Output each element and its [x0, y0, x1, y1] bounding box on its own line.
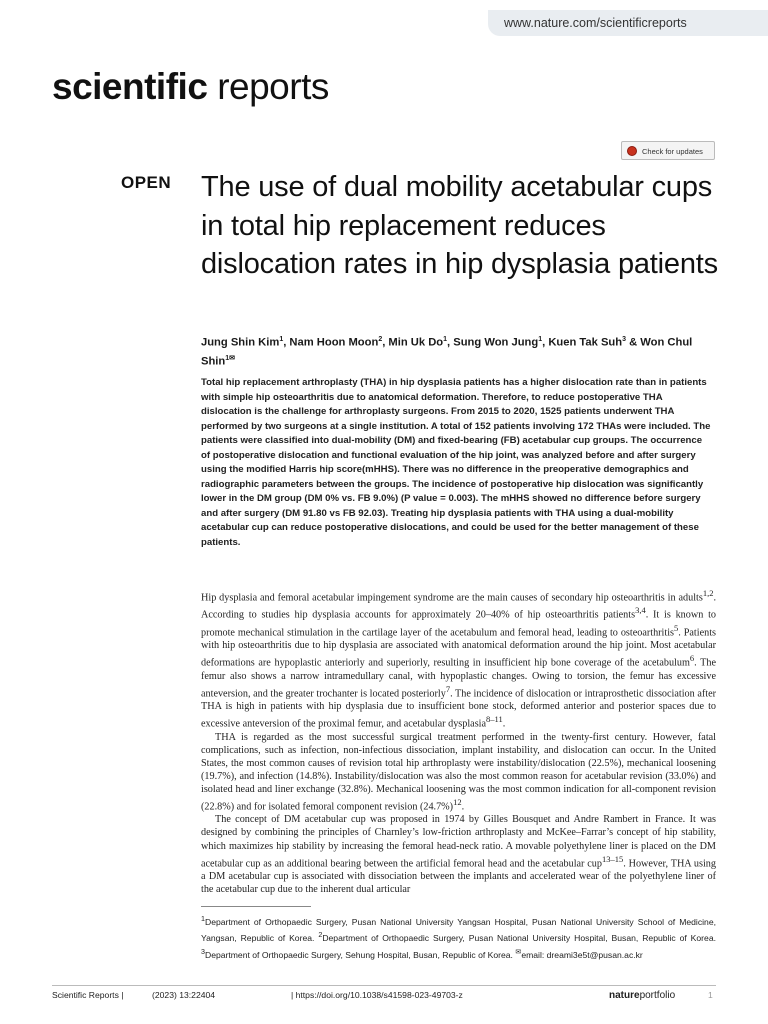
- author-list: Jung Shin Kim$^1$, Nam Hoon Moon$^2$, Min Uk Do$^1$, Sung Won Jung$^1$, Kuen Tak Suh$^3$ & Won Chul Shin$^{1✉}$: [201, 336, 693, 368]
- paragraph: The concept of DM acetabular cup was proposed in 1974 by Gilles Bousquet and Andre Rambert in France. It was designed by combining the principles of Charnley’s low-friction arthroplasty and McKee–Farrar’s concept of hip stability, which maximizes hip stability by increasing the femoral head-neck ratio. A movable polyethylene liner is placed on the DM acetabular cup as an additional bearing between the artificial femoral head and the acetabular cup$^{13-15}$. However, THA using a DM acetabular cup is associated with dissociation between the implants and accelerated wear of the polyethylene liner of the acetabular cup due to the inherent dual articular: [201, 814, 716, 896]
- crossmark-icon: [627, 146, 637, 156]
- publisher-light: portfolio: [639, 990, 676, 1001]
- open-access-label: OPEN: [121, 173, 172, 192]
- publisher-logo: [609, 990, 675, 1001]
- footer-divider: [52, 985, 716, 986]
- article-title: The use of dual mobility acetabular cups in total hip replacement reduces dislocation rates in hip dysplasia patients: [201, 171, 718, 280]
- page-number: 1: [708, 990, 713, 1000]
- paragraph: Hip dysplasia and femoral acetabular impingement syndrome are the main causes of secondary hip osteoarthritis in adults$^{1,2}$. According to studies hip dysplasia accounts for approximately 20–40% of hip osteoarthritis patients$^{3,4}$. It is known to promote mechanical stimulation in the cartilage layer of the acetabulum and femoral head, leading to osteoarthritis$^5$. Patients with hip osteoarthritis due to hip dysplasia are associated with anatomical deformation around the hip joint. Most acetabular deformations are hypoplastic anteriorly and superiorly, resulting in insufficient hip bone coverage of the acetabulum$^6$. The femur also shows a narrow intramedullary canal, with hypoplastic changes. Owing to torsion, the femur has excessive anteversion, and the greater trochanter is located posteriorly$^7$. The incidence of dislocation or intraprosthetic dissociation after THA is high in patients with hip dysplasia due to insufficient bone stock, deformed anterior and posterior spaces due to excessive anteversion of the proximal femur, and acetabular dysplasia$^{8-11}$.: [201, 588, 717, 730]
- abstract: Total hip replacement arthroplasty (THA) in hip dysplasia patients has a higher dislocation rate than in patients with simple hip osteoarthritis due to anatomical deformation. Therefore, to reduce postoperative THA dislocation is the challenge for arthroplasty surgeons. From 2015 to 2020, 1525 patients underwent THA performed by two surgeons at a single institution. A total of 152 patients involving 172 THAs were included. The patients were classified into dual-mobility (DM) and fixed-bearing (FB) acetabular cup groups. The occurrence of postoperative dislocation and functional evaluation of the hip joint, was analyzed before and after surgery using the modified Harris hip score(mHHS). There was no difference in the preoperative demographics and radiographic parameters between the groups. The incidence of postoperative hip dislocation was significantly lower in the DM group (DM 0% vs. FB 9.0%) (P value = 0.003). The mHHS showed no difference before surgery and after surgery (DM 91.80 vs FB 92.03). Treating hip dysplasia patients with THA using a dual-mobility acetabular cup can reduce postoperative dislocations, and could be used for the better management of these patients.: [201, 377, 711, 548]
- journal-url[interactable]: www.nature.com/scientificreports: [488, 10, 768, 36]
- check-for-updates-label: Check for updates: [642, 147, 703, 156]
- check-for-updates-button[interactable]: [621, 141, 715, 160]
- brand-light: reports: [217, 66, 329, 107]
- footer-journal: Scientific Reports |: [52, 990, 124, 1000]
- brand-bold: scientific: [52, 66, 208, 107]
- journal-brand: [52, 66, 329, 108]
- affiliation-divider: [201, 906, 311, 907]
- body-text: [201, 587, 716, 896]
- footer-doi-link[interactable]: | https://doi.org/10.1038/s41598-023-49703-z: [291, 990, 463, 1000]
- publisher-bold: nature: [609, 990, 640, 1001]
- affiliations: $^1$Department of Orthopaedic Surgery, Pusan National University Yangsan Hospital, Pusan National University School of Medicine, Yangsan, Republic of Korea. $^2$Department of Orthopaedic Surgery, Pusan National University Hospital, Busan, Republic of Korea. $^3$Department of Orthopaedic Surgery, Sehung Hospital, Busan, Republic of Korea. ✉email: dreami3e5t@pusan.ac.kr: [201, 915, 716, 960]
- footer-volume: (2023) 13:22404: [152, 990, 216, 1000]
- paragraph: THA is regarded as the most successful surgical treatment performed in the twenty-first century. However, fatal complications, such as infection, non-infectious dissociation, implant instability, and dislocation can occur. In the United States, the most common causes of revision total hip arthroplasty were instability/dislocation (22.5%), mechanical loosening (19.7%), and infection (14.8%). Instability/dislocation was also the most common reason for acetabular revision (33.0%) and isolated head and liner exchange (32.8%). Mechanical loosening was the most common indication for all-component revision (22.8%) and for isolated femoral component revision $(24.7\%)^{12}$.: [201, 731, 716, 813]
